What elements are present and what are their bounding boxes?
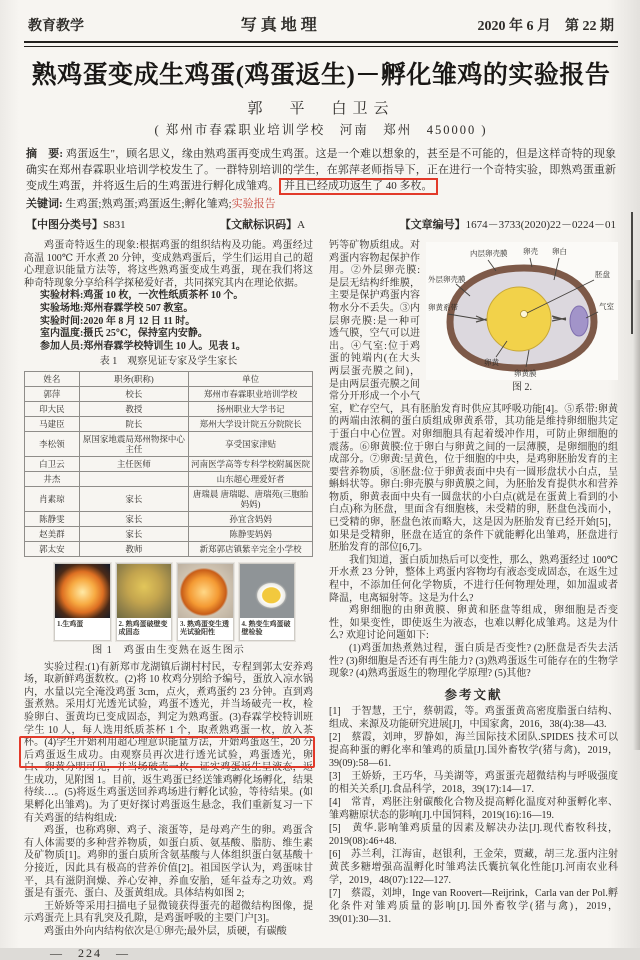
figure1-photo-2 <box>116 563 173 641</box>
label-air-cell: 气室 <box>599 302 614 311</box>
affiliation: ( 郑州市春霖职业培训学校 河南 郑州 450000 ) <box>154 123 488 137</box>
page-number: — 224 — <box>50 945 131 960</box>
figure2-egg-diagram <box>426 242 618 395</box>
table-cell: 郭太安 <box>25 541 80 556</box>
table-cell: 郑州市春霖职业培训学校 <box>189 386 313 401</box>
blastodisc-dot <box>521 311 528 318</box>
left-column <box>24 240 313 959</box>
figure1-caption: 图 1 鸡蛋由生变熟在返生图示 <box>92 644 245 656</box>
intro-paragraph: 鸡蛋奇特返生的现象:根据鸡蛋的组织结构及功能。鸡蛋经过高温 100℃ 开水煮 20 分钟，变成熟鸡蛋后，学生们运用自己的超心理意识能量方法等，将这些熟鸡蛋变成生鸡蛋，现在我们将这种奇特现象分享给科学探秘爱好者，共同探究其内在理论依据。 <box>24 240 313 289</box>
table-cell: 陈静雯 <box>25 511 80 526</box>
table-cell: 白卫云 <box>25 456 80 471</box>
table-row <box>25 471 313 486</box>
structure-list-start-paragraph: 鸡蛋由外向内结构依次是①卵壳;最外层，质硬，有碳酸 <box>44 926 287 937</box>
photo-caption: 3. 熟鸡蛋变生透光试验阳性 <box>180 619 229 637</box>
col-header-name: 姓名 <box>25 371 80 386</box>
experiment-temperature: 室内温度:摄氏 25℃，保持室内安静。 <box>40 328 208 340</box>
air-cell-shape <box>570 306 588 336</box>
table-cell: 孙宜含妈妈 <box>189 511 313 526</box>
label-shell: 卵壳 <box>523 247 538 256</box>
table-cell: 肖素琼 <box>25 486 80 511</box>
reference-item: [1] 于智慧，王宁，蔡朝霞，等。鸡蛋蛋黄高密度脂蛋白结构、组成、来源及功能研究进展[J]，中国家禽，2016，38(4):38—43. <box>329 706 618 731</box>
yolk-shape <box>487 287 551 351</box>
keywords-label: 关键词: <box>26 198 66 210</box>
label-outer-membrane: 外层卵壳膜 <box>428 275 466 284</box>
label-blastodisc: 胚盘 <box>595 270 610 279</box>
table-row <box>25 526 313 541</box>
label-albumen: 卵白 <box>552 247 567 256</box>
table-cell: 井杰 <box>25 471 80 486</box>
article-meta-line <box>26 216 616 232</box>
experiment-participants: 参加人员:郑州春霖学校特训生 10 人。见表 1。 <box>40 340 246 352</box>
table-cell: 校长 <box>79 386 188 401</box>
scan-artifact-smudge <box>633 280 640 750</box>
photo-caption: 4. 熟变生鸡蛋破壁检验 <box>241 619 291 637</box>
table-cell: 李松领 <box>25 431 80 456</box>
table-row <box>25 401 313 416</box>
reference-item: [2] 蔡霞，刘珅，罗静如，海兰国际技术团队.SPIDES 技术可以提高种蛋的孵化率和雏鸡的质量[J].国外畜牧学(猪与禽)，2019，39(09):58—61. <box>329 732 618 770</box>
reference-item: [3] 王娇娇，王巧华，马美湖等，鸡蛋蛋壳超微结构与呼吸强度的相关关系[J].食品科学，2018，39(17):14—17. <box>329 771 618 796</box>
experiment-site: 实验场地:郑州春霖学校 507 教室。 <box>40 302 194 314</box>
figure1-photo-3 <box>177 563 234 641</box>
table-cell: 山东超心理爱好者 <box>189 471 313 486</box>
reference-item: [4] 常青，鸡胚注射碳酸化合物及提高孵化温度对种蛋孵化率、雏鸡糖原状态的影响[J].中国饲料，2019(16):16—19. <box>329 797 618 822</box>
egg-cell-paragraph: 鸡卵细胞的由卵黄膜、卵黄和胚盘等组成，卵细胞是否变性，如果变性，即使返生为液态，也难以孵化成雏鸡。这是为什么? 欢迎讨论问题如下: <box>329 605 618 642</box>
egg-diagram-svg <box>426 242 618 380</box>
issue-label: 2020 年 6 月 第 22 期 <box>477 19 614 34</box>
experiment-materials: 实验材料:鸡蛋 10 枚，一次性纸质茶杯 10 个。 <box>40 290 244 302</box>
figure2-caption: 图 2. <box>512 382 532 393</box>
article-title: 熟鸡蛋变成生鸡蛋(鸡蛋返生)－孵化雏鸡的实验报告 <box>31 62 611 89</box>
references-list <box>329 705 618 926</box>
observers-table <box>24 371 313 557</box>
abstract <box>26 146 616 194</box>
keywords-line <box>26 196 616 212</box>
raw-egg-photo <box>55 564 110 618</box>
table-cell: 扬州职业大学书记 <box>189 401 313 416</box>
reference-item: [6] 苏兰利，江海宙，赵银利，王金荣，贾藏，胡三龙.蛋内注射黄芪多糖增强高温孵化时雏鸡法氏囊抗氧化性能[J].河南农业科学，2019，48(07):122—127. <box>329 849 618 887</box>
figure1-photo-4 <box>239 563 296 641</box>
table-row <box>25 416 313 431</box>
experiment-process-paragraph: 实验过程:(1)有新郑市龙湖镇后湖村村民，专程到郭太安养鸡场，取新鲜鸡蛋数枚。(2)将 10 枚鸡分别给予编号，蛋放入凉水锅内，水量以完全淹没鸡蛋 3cm，点火，煮鸡蛋约 23 分钟。直到鸡蛋煮熟。采用灯光透光试验，鸡蛋不透光，并当场破壳一枚，检验卵白、蛋黄均已变成固态，判定为熟鸡蛋。(3)春霖学校特训班学生 10 人，每人选用纸质茶杯 1 个，取煮熟鸡蛋一枚，放入茶杯。(4)学生开始利用超心理意识能量方法，开始鸡蛋返生，20 分后鸡蛋返生成功。由观察员再次进行透光试验，鸡蛋透光，卵白、卵黄分明可见，并当场破壳一枚，证实鸡蛋返生呈液态，返生成功，见附图 1。目前，返生鸡蛋已经送雏鸡孵化场孵化，结果待续…。(5)将返生鸡蛋送回养鸡场进行孵化试验，等待结果。(如果孵化出雏鸡)。为了更好探讨鸡蛋返生悬念，我们重新复习一下有关鸡蛋的结构组成: <box>24 661 313 824</box>
shell-microstructure-paragraph: 王娇娇等采用扫描电子显微镜获得蛋壳的超微结构图像，提示鸡蛋壳上具有乳突及孔隙，是鸡蛋呼吸的主要门户[3]。 <box>24 900 313 925</box>
broken-egg-check-photo <box>240 564 295 618</box>
table-row <box>25 431 313 456</box>
boiled-egg-solid-photo <box>117 564 172 618</box>
col-header-title: 职务(职称) <box>79 371 188 386</box>
abstract-highlight-redbox: 并且已经成功返生了 40 多枚。 <box>279 178 438 195</box>
table-cell: 家长 <box>79 526 188 541</box>
abstract-text: 鸡蛋返生"，顾名思义，缘由熟鸡蛋再变成生鸡蛋。这是一个难以想象的，甚至是不可能的，但是这样奇特的现象确实在郑州春霖职业培训学校发生了。一群特别培训的学生，在郭萍老师指导下，正在进行一个奇特实验，即熟鸡蛋重新变成生鸡蛋，并将返生后的生鸡蛋进行孵化成雏鸡。 <box>26 148 616 192</box>
journal-title: 写真地理 <box>240 17 321 34</box>
figure1-photo-1 <box>54 563 111 641</box>
abstract-label: 摘 要: <box>26 148 66 160</box>
keywords-red-item: 实验报告 <box>231 198 276 210</box>
table-row <box>25 456 313 471</box>
table-cell: 家长 <box>79 511 188 526</box>
label-yolk: 卵黄 <box>484 358 499 367</box>
header-section-label: 教育教学 <box>28 19 84 34</box>
label-yolk-membrane: 卵黄膜 <box>514 369 537 378</box>
table-cell: 赵美群 <box>25 526 80 541</box>
table-cell: 郑州大学设计院五分院院长 <box>189 416 313 431</box>
table1-caption: 表 1 观察见证专家及学生家长 <box>99 356 238 368</box>
table-cell: 院长 <box>79 416 188 431</box>
table-row <box>25 541 313 556</box>
table-cell: 陈静雯妈妈 <box>189 526 313 541</box>
table-cell: 主任医师 <box>79 456 188 471</box>
table-cell <box>79 471 188 486</box>
egg-structure-paragraph: 鸡蛋，也称鸡卵、鸡子、滚蛋等，是母鸡产生的卵。鸡蛋含有人体需要的多种营养物质，如蛋白质、氨基酸、脂肪、维生素及矿物质[1]。鸡卵的蛋白质所含氨基酸与人体组织蛋白氨基酸十分接近，因此具有极高的营养价值[2]。祖国医学认为，鸡蛋味甘平，具有滋阴润燥、养心安神，养血安胎，延年益寿之功效。鸡蛋是有蛋壳、蛋白、及蛋黄组成。具体结构如图 2; <box>24 825 313 900</box>
table-cell: 印大民 <box>25 401 80 416</box>
figure1-photo-strip <box>54 563 295 641</box>
table-row <box>25 386 313 401</box>
label-inner-membrane: 内层卵壳膜 <box>470 249 508 258</box>
table-cell: 唐瑞晨 唐瑞聪、唐瑞苑(三胞胎妈妈) <box>189 486 313 511</box>
right-column <box>329 240 618 926</box>
table-row <box>25 486 313 511</box>
table-cell: 家长 <box>79 486 188 511</box>
authors: 郭 平 白卫云 <box>247 101 395 117</box>
keywords-plain: 生鸡蛋;熟鸡蛋;鸡蛋返生;孵化雏鸡; <box>65 198 232 210</box>
two-column-body <box>24 240 618 959</box>
candling-test-photo <box>178 564 233 618</box>
clc-number: 【中图分类号】S831 <box>26 219 126 231</box>
photo-caption: 2. 熟鸡蛋破壁变成固态 <box>118 619 168 637</box>
experiment-process-block <box>24 662 313 826</box>
table-cell: 马建臣 <box>25 416 80 431</box>
photo-caption: 1.生鸡蛋 <box>57 619 84 628</box>
col-header-unit: 单位 <box>189 371 313 386</box>
reference-item: [5] 黄华.影响雏鸡质量的因素及解决办法[J].现代畜牧科技，2019(08):46+48. <box>329 823 618 848</box>
table-cell: 原国家地震局郑州物探中心主任 <box>79 431 188 456</box>
experiment-time: 实验时间:2020 年 8 月 12 日 11 时。 <box>40 315 196 327</box>
protein-denature-paragraph: 我们知道，蛋白质加热后可以变性，那么，熟鸡蛋经过 100℃ 开水煮 23 分钟，整体上鸡蛋内容物均有液态变成固态，在返生过程中，不添加任何化学物质，不进行任何物理处理，如加温或者降温，电离辐射等。这是为什么? <box>329 554 618 604</box>
table-cell: 新郑郭店镇紫辛完全小学校 <box>189 541 313 556</box>
egg-layers-paragraph: 钙等矿物质组成。对鸡蛋内容物起保护作用。②外层卵壳膜:是层无结构纤维膜，主要是保护鸡蛋内容物水分不丢失。③内层卵壳膜:是一种可透气膜，空气可以进出。④气室:位于鸡蛋的钝端内(在大头两层蛋壳膜之间)，是由两层蛋壳膜之间常分开形成一个小气室，贮存空气，具有胚胎发育时供应其呼吸功能[4]。⑤系带:卵黄的两端由浓稠的蛋白质组成卵黄系带，其功能是维持卵细胞共定于蛋白中心位置。对卵细胞具有起着缓冲作用，可防止卵细胞的震荡。⑥卵黄膜:位于卵白与卵黄之间的一层薄膜，是卵细胞的组成部分。⑦卵黄:呈黄色，位于细胞的中央，是鸡卵胚胎发育的主要营养物质，⑧胚盘:位于卵黄表面中央有一圆形盘状小白点，呈蝌蚪状等。卵白:卵壳膜与卵黄膜之间，为胚胎发育提供水和营养物质，卵黄表面中央有一圆盘状的小白点(就是在蛋黄上看到的小白点)称为胚盘，里面含有细胞核，未受精的卵，胚盘色浅而小，已受精的卵，胚盘色浓而略大，这是因为胚胎发育已经开始[5]，如果是受精卵，胚盘在适宜的条件下就能孵化出雏鸡，胚盘进行胚胎发育的部位[6,7]。 <box>329 240 618 554</box>
table-cell: 郭萍 <box>25 386 80 401</box>
article-number: 【文章编号】1674－3733(2020)22－0224－01 <box>399 219 616 231</box>
references-heading: 参考文献 <box>444 687 503 702</box>
table-cell: 享受国家津贴 <box>189 431 313 456</box>
journal-header <box>24 10 618 41</box>
document-code: 【文献标识码】A <box>220 219 306 231</box>
label-chalaza: 卵黄系带 <box>428 303 458 312</box>
table-cell: 河南医学高等专科学校附属医院 <box>189 456 313 471</box>
reference-item: [7] 蔡霞，刘坤，Inge van Roovert—Reijrink，Carla van der Pol.孵化条件对雏鸡质量的影响[J].国外畜牧学(猪与禽)，2019，39(01):30—31. <box>329 888 618 926</box>
discussion-questions-paragraph: (1)鸡蛋加热煮熟过程，蛋白质是否变性? (2)胚盘是否失去活性? (3)卵细胞是否还有再生能力? (3)熟鸡蛋返生可能存在的生物学现象? (4)熟鸡蛋返生的物理化学原理? (5)其他? <box>329 643 618 680</box>
table-row <box>25 511 313 526</box>
table-header-row <box>25 371 313 386</box>
table-cell: 教授 <box>79 401 188 416</box>
header-divider <box>24 41 618 47</box>
table-cell: 教师 <box>79 541 188 556</box>
